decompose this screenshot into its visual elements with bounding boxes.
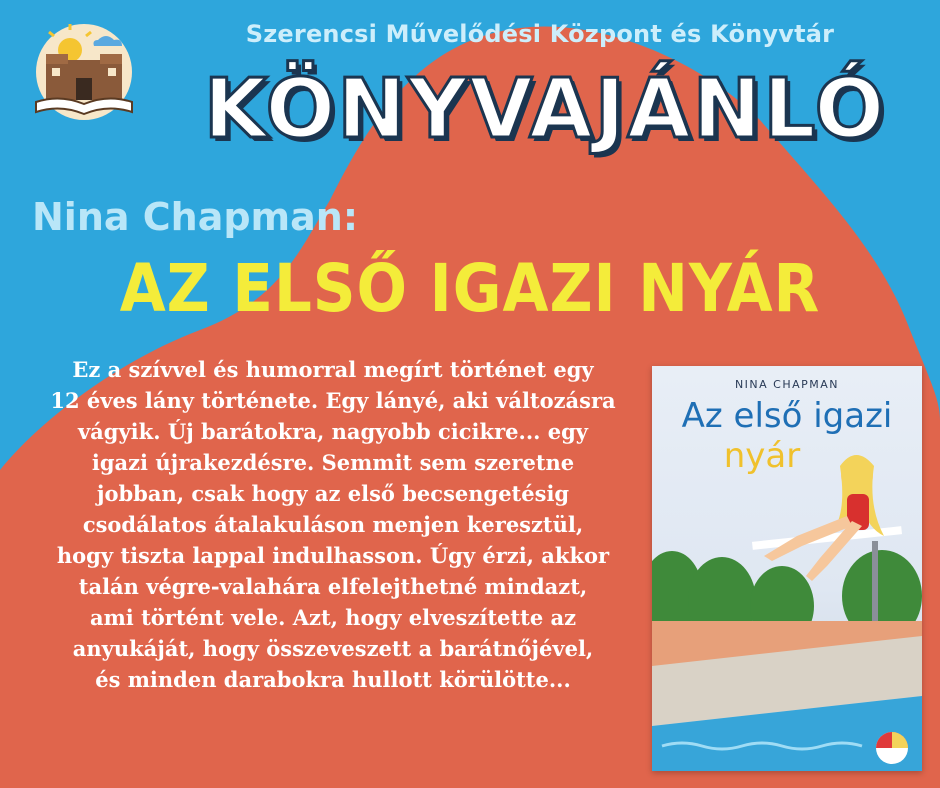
organization-name: Szerencsi Művelődési Központ és Könyvtár — [245, 20, 835, 48]
description-line: talán végre-valahára elfelejthetné mindazt, — [78, 574, 588, 599]
description-line: és minden darabokra hullott körülötte... — [95, 667, 571, 692]
description-line: ami történt vele. Azt, hogy elveszítette az — [89, 605, 577, 630]
description-line: jobban, csak hogy az első becsengetésig — [96, 481, 570, 506]
book-author: Nina Chapman: — [32, 195, 359, 239]
description-line: anyukáját, hogy összeveszett a barátnőjével, — [72, 636, 594, 661]
description-line: csodálatos átalakuláson menjen keresztül, — [82, 512, 584, 537]
description-line: igazi újrakezdésre. Semmit sem szeretne — [91, 450, 575, 475]
headline: KÖNYVAJÁNLÓ — [203, 62, 887, 157]
cover-title-accent: nyár — [723, 436, 801, 476]
library-logo — [28, 22, 140, 124]
description-line: hogy tiszta lappal indulhasson. Úgy érzi, akkor — [56, 543, 610, 568]
description-line: Ez a szívvel és humorral megírt történet egy — [72, 357, 594, 382]
description-line: 12 éves lány története. Egy lányé, aki változásra — [50, 388, 616, 413]
cover-author: NINA CHAPMAN — [734, 378, 840, 391]
book-description — [18, 354, 648, 695]
book-title: AZ ELSŐ IGAZI NYÁR — [119, 250, 821, 327]
cover-title: Az első igazi — [681, 396, 893, 436]
description-line: vágyik. Új barátokra, nagyobb cicikre... egy — [77, 419, 589, 444]
book-cover — [652, 366, 922, 771]
